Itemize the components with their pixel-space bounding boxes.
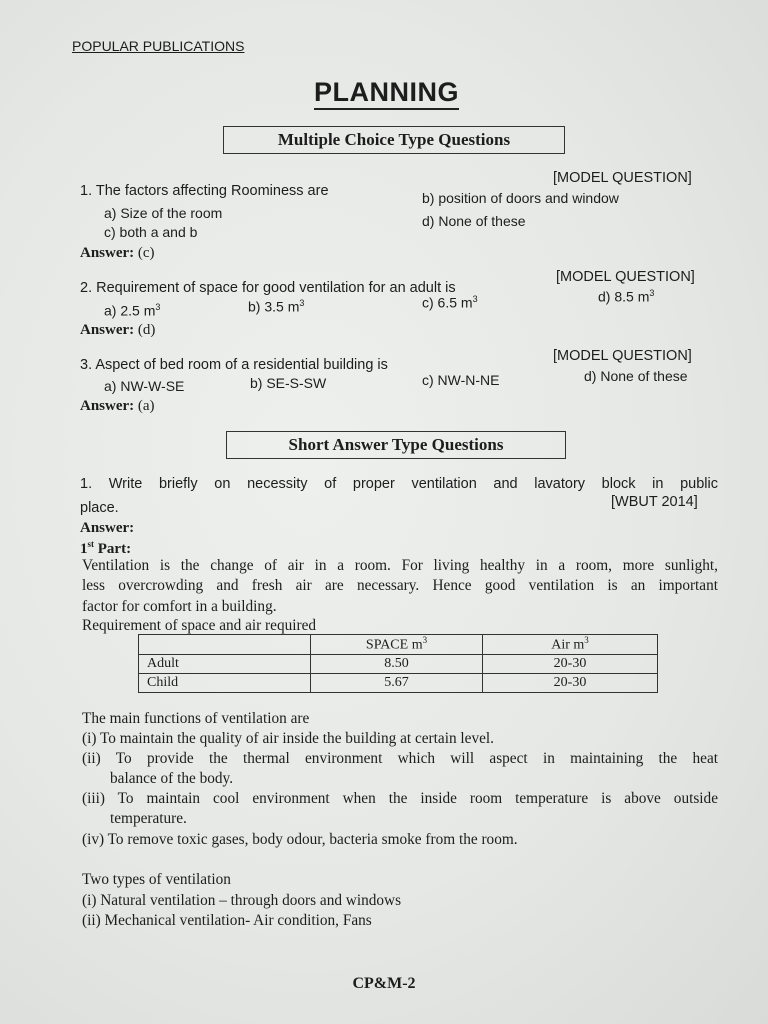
table-cell-air: 20-30 [483,654,658,673]
table-header-empty [139,635,311,655]
mcq-1-option-d: d) None of these [422,213,526,229]
function-item-2: (ii) To provide the thermal environment which will aspect in maintaining the heat [82,750,718,767]
mcq-2-tag: [MODEL QUESTION] [556,269,695,285]
function-item-3-cont: temperature. [110,810,187,827]
mcq-3-option-c: c) NW-N-NE [422,372,500,388]
table-header-row [139,635,658,655]
short-question-1-line-2: place. [80,500,119,516]
type-item-1: (i) Natural ventilation – through doors and windows [82,892,402,909]
function-item-1: (i) To maintain the quality of air inside the building at certain level. [82,730,494,747]
mcq-1-tag: [MODEL QUESTION] [553,170,692,186]
part-heading: 1st Part: [80,539,132,557]
table-cell-space: 8.50 [311,654,483,673]
mcq-section-heading: Multiple Choice Type Questions [223,126,565,154]
mcq-2-answer: Answer: (d) [80,322,156,338]
table-cell-air: 20-30 [483,673,658,692]
mcq-question-1: 1. The factors affecting Roominess are [80,183,329,199]
mcq-1-option-a: a) Size of the room [104,205,223,221]
table-cell-label: Adult [139,654,311,673]
mcq-1-answer: Answer: (c) [80,245,155,261]
ventilation-para-line-3: factor for comfort in a building. [82,598,277,615]
mcq-question-3: 3. Aspect of bed room of a residential building is [80,357,388,373]
function-item-3: (iii) To maintain cool environment when the inside room temperature is above outside [82,790,718,807]
mcq-2-option-a: a) 2.5 $m^3$ [104,302,161,319]
mcq-2-option-c: c) 6.5 $m^3$ [422,294,478,311]
mcq-3-option-d: d) None of these [584,368,688,384]
ventilation-para-line-2: less overcrowding and fresh air are necessary. Hence good ventilation is an important [82,577,718,594]
mcq-2-option-b: b) 3.5 $m^3$ [248,298,305,315]
table-cell-label: Child [139,673,311,692]
types-title: Two types of ventilation [82,871,231,888]
mcq-3-option-b: b) SE-S-SW [250,375,327,391]
short-answer-section-heading: Short Answer Type Questions [226,431,566,459]
requirement-title: Requirement of space and air required [82,617,317,634]
publisher-header: POPULAR PUBLICATIONS [72,38,245,54]
function-item-2-cont: balance of the body. [110,770,234,787]
mcq-1-option-b: b) position of doors and window [422,190,619,206]
mcq-2-option-d: d) 8.5 $m^3$ [598,288,655,305]
table-row [139,654,658,673]
ventilation-para-line-1: Ventilation is the change of air in a room. For living healthy in a room, more sunlight, [82,557,718,574]
mcq-3-answer: Answer: (a) [80,398,155,414]
mcq-3-option-a: a) NW-W-SE [104,378,185,394]
table-header-air: Air $m^3$ [483,635,658,655]
table-row [139,673,658,692]
mcq-3-tag: [MODEL QUESTION] [553,348,692,364]
short-question-1-line-1: 1. Write briefly on necessity of proper ventilation and lavatory block in public [80,476,718,492]
table-header-space: SPACE $m^3$ [311,635,483,655]
short-answer-label: Answer: [80,520,135,536]
short-question-1-tag: [WBUT 2014] [611,494,698,510]
function-item-4: (iv) To remove toxic gases, body odour, bacteria smoke from the room. [82,831,518,848]
functions-title: The main functions of ventilation are [82,710,310,727]
type-item-2: (ii) Mechanical ventilation- Air condition, Fans [82,912,372,929]
table-cell-space: 5.67 [311,673,483,692]
requirement-table [138,634,658,693]
page-footer: CP&M-2 [352,975,416,992]
mcq-1-option-c: c) both a and b [104,224,198,240]
mcq-question-2: 2. Requirement of space for good ventilation for an adult is [80,280,456,296]
chapter-title: PLANNING [314,76,459,110]
